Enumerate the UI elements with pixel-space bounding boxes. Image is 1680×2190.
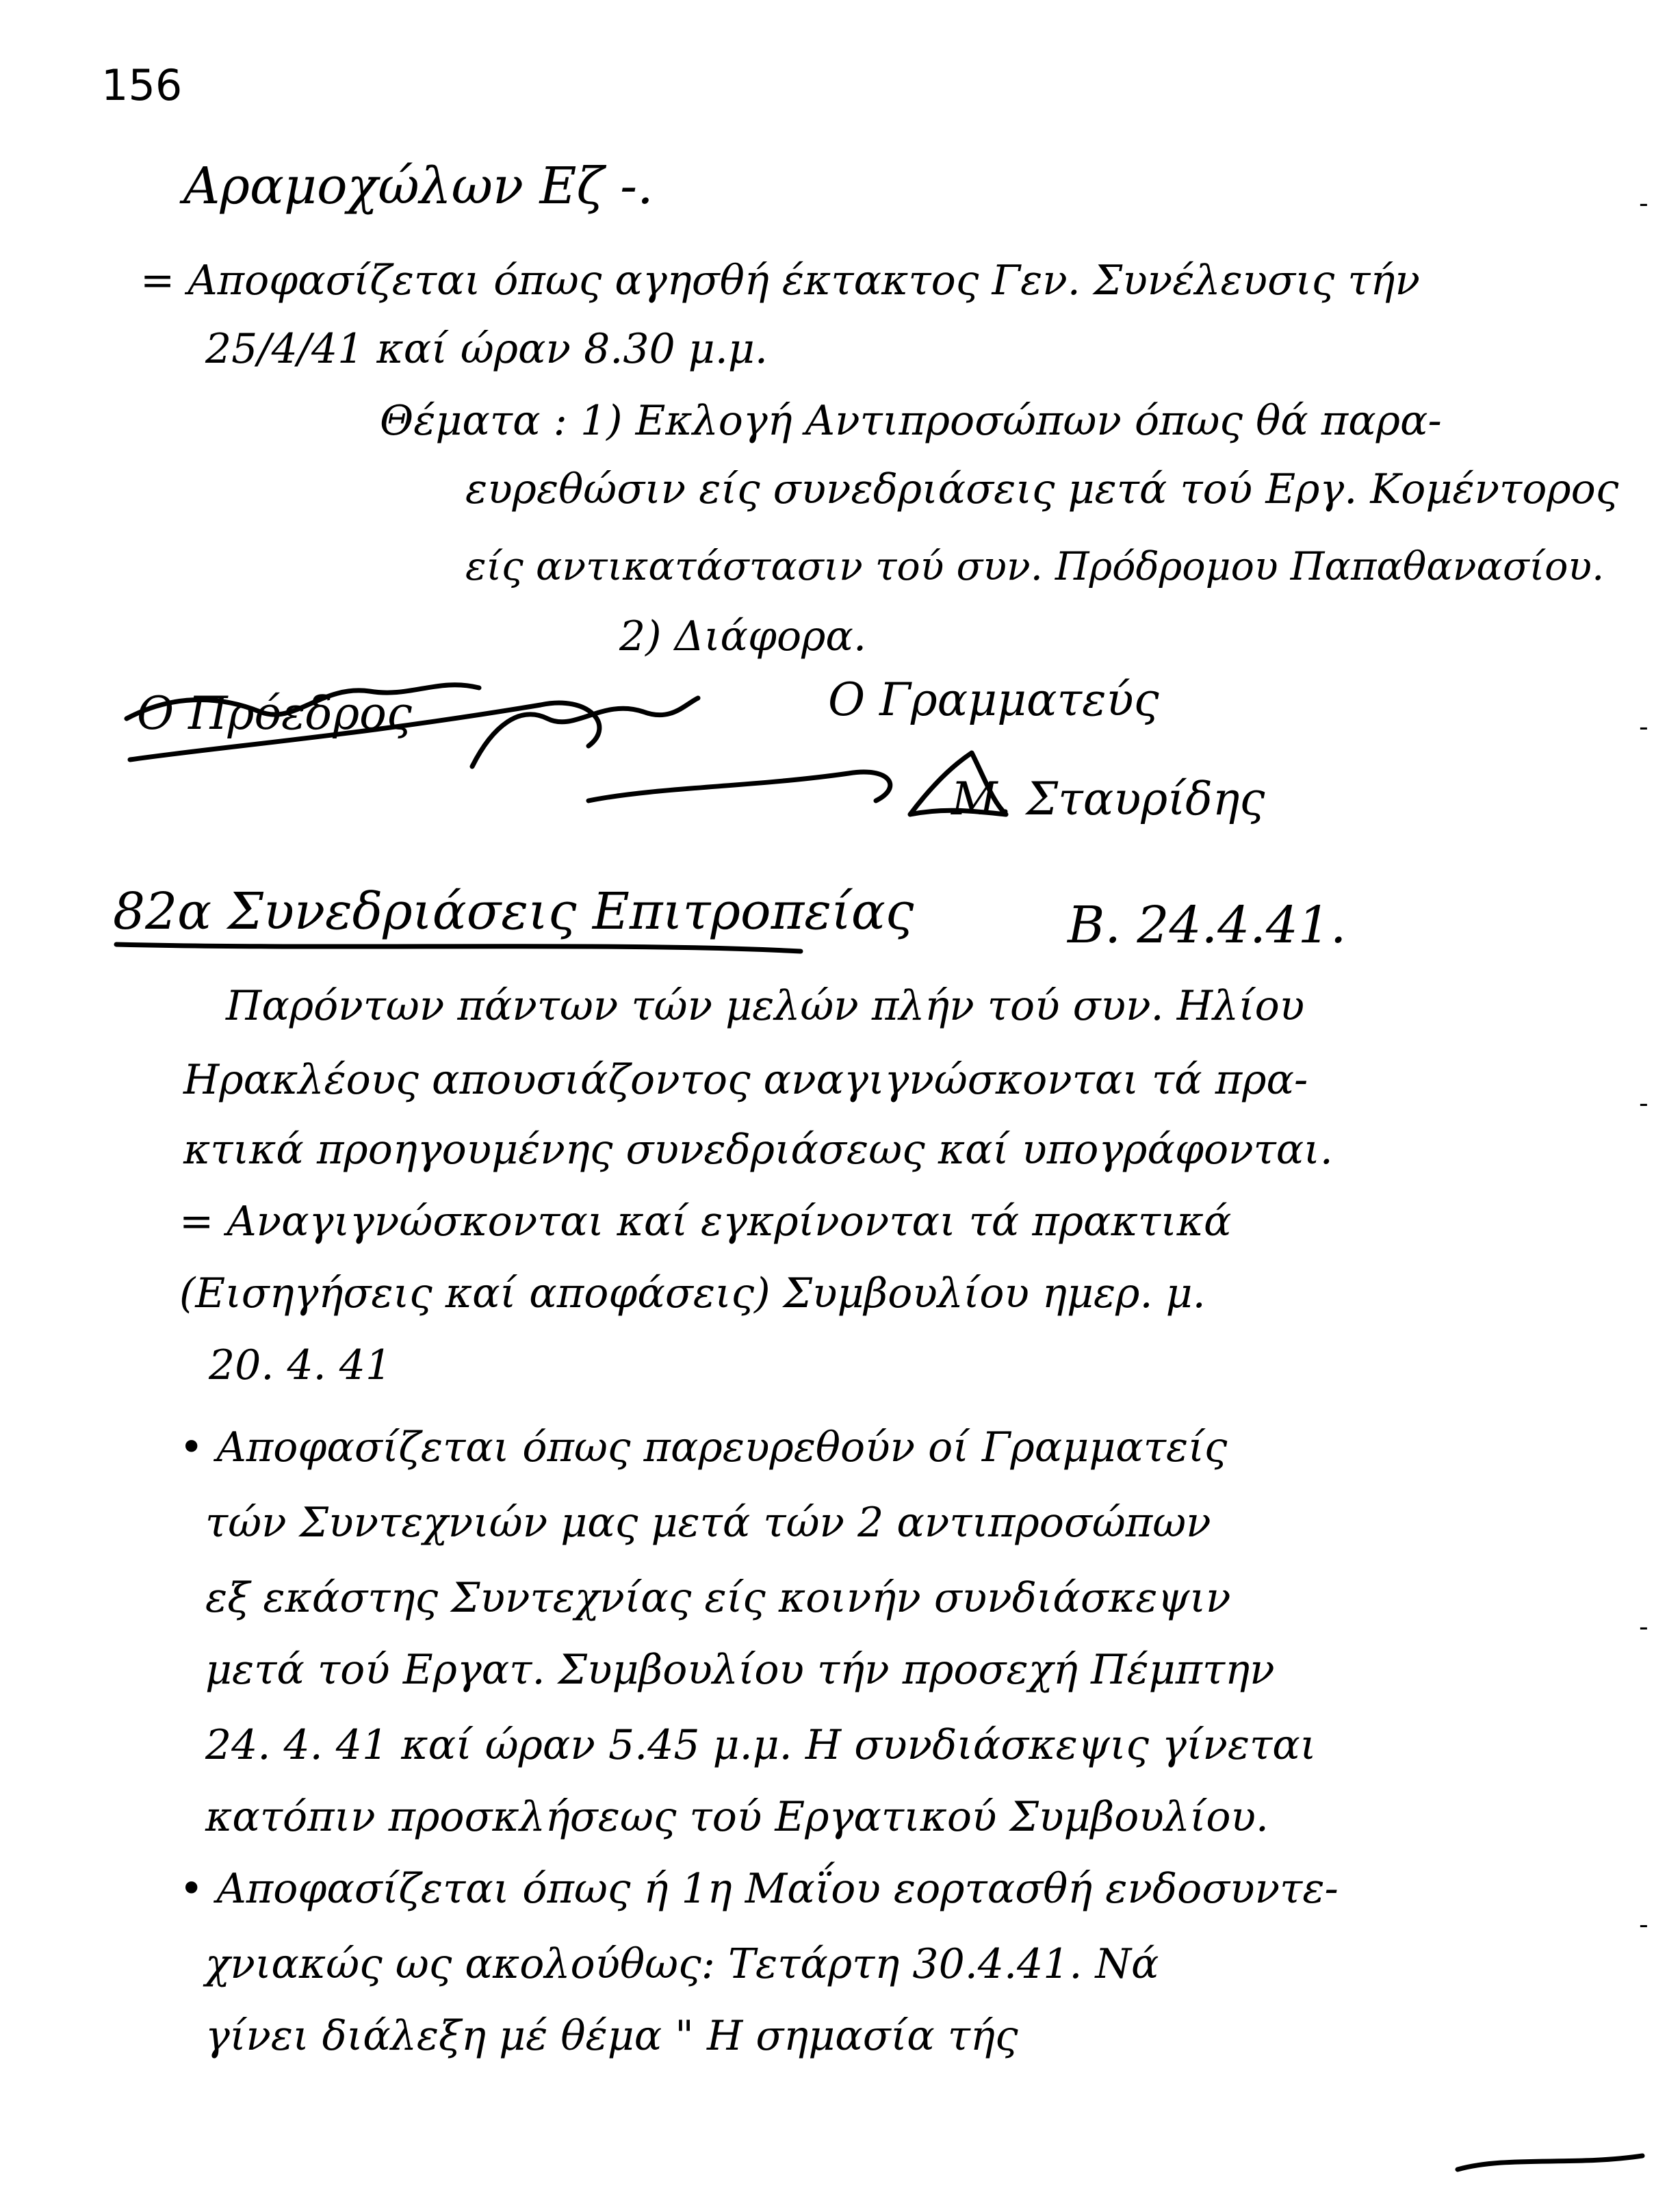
section-1-heading: Αραμοχώλων Εζ -. [183, 157, 654, 216]
section-1-line-5: είς αντικατάστασιν τού συν. Πρόδρομου Παπαθανασίου. [465, 544, 1605, 589]
margin-tick-2: - [1639, 1088, 1649, 1118]
page-number: 156 [101, 60, 183, 110]
section-2-line-13: • Αποφασίζεται όπως ή 1η Μαΐου εορτασθή ενδοσυντε- [179, 1865, 1339, 1913]
section-2-line-6: 20. 4. 41 [209, 1341, 392, 1389]
bottom-smudge [1458, 2156, 1642, 2169]
section-2-line-15: γίνει διάλεξη μέ θέμα " Η σημασία τής [205, 2012, 1018, 2060]
section-2-line-4: = Αναγιγνώσκονται καί εγκρίνονται τά πρακτικά [179, 1198, 1232, 1246]
section-2-line-5: (Εισηγήσεις καί αποφάσεις) Συμβουλίου ημερ. μ. [179, 1270, 1206, 1317]
section-2-line-8: τών Συντεχνιών μας μετά τών 2 αντιπροσώπων [205, 1499, 1211, 1547]
secretary-name: Μ. Σταυρίδης [951, 773, 1265, 825]
section-2-line-10: μετά τού Εργατ. Συμβουλίου τήν προσεχή Πέμπτην [205, 1646, 1275, 1694]
section-2-line-9: εξ εκάστης Συντεχνίας είς κοινήν συνδιάσκεψιν [205, 1574, 1231, 1622]
section-1-line-2: 25/4/41 καί ώραν 8.30 μ.μ. [205, 325, 768, 373]
section-2-line-11: 24. 4. 41 καί ώραν 5.45 μ.μ. Η συνδιάσκεψις γίνεται [205, 1721, 1317, 1769]
margin-tick-1: - [1639, 188, 1649, 218]
section-1-line-3: Θέματα : 1) Εκλογή Αντιπροσώπων όπως θά παρα- [380, 397, 1442, 445]
heading-underline [116, 944, 801, 951]
margin-tick-4: - [1639, 1612, 1649, 1642]
section-2-line-1: Παρόντων πάντων τών μελών πλήν τού συν. Ηλίου [226, 982, 1305, 1030]
margin-tick-3: - [1639, 712, 1649, 742]
section-2-date: Β. 24.4.41. [1068, 896, 1347, 955]
secretary-title: Ο Γραμματεύς [828, 673, 1159, 726]
section-1-line-6: 2) Διάφορα. [619, 613, 867, 660]
section-2-heading: 82α Συνεδριάσεις Επιτροπείας [113, 882, 914, 941]
section-1-line-1: = Αποφασίζεται όπως αγησθή έκτακτος Γεν. Συνέλευσις τήν [140, 257, 1420, 305]
section-1-line-4: ευρεθώσιν είς συνεδριάσεις μετά τού Εργ. Κομέντορος [465, 465, 1619, 513]
president-signature-label: Ο Πρόεδρος [137, 687, 412, 740]
section-2-line-12: κατόπιν προσκλήσεως τού Εργατικού Συμβουλίου. [205, 1793, 1269, 1841]
section-2-line-3: κτικά προηγουμένης συνεδριάσεως καί υπογράφονται. [183, 1126, 1333, 1174]
margin-tick-5: - [1639, 1909, 1649, 1940]
section-2-line-2: Ηρακλέους απουσιάζοντος αναγιγνώσκονται τά πρα- [183, 1056, 1308, 1104]
section-2-line-7: • Αποφασίζεται όπως παρευρεθούν οί Γραμματείς [179, 1424, 1228, 1471]
section-2-line-14: χνιακώς ως ακολούθως: Τετάρτη 30.4.41. Νά [205, 1940, 1159, 1988]
